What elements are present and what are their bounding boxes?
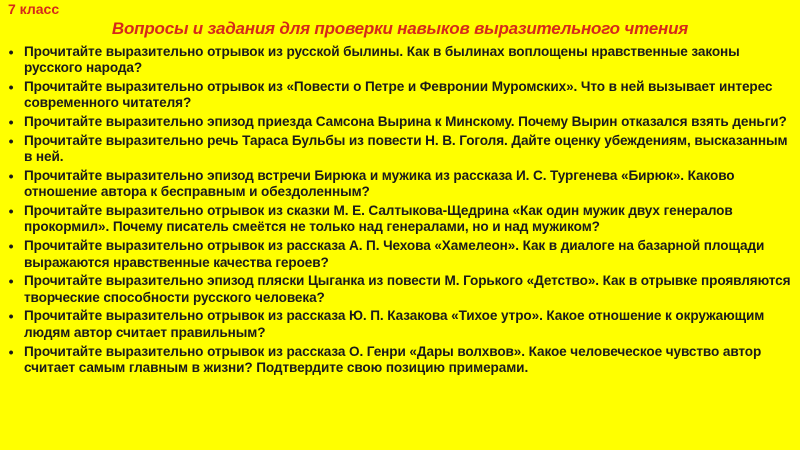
- question-text: Прочитайте выразительно отрывок из рассказа Ю. П. Казакова «Тихое утро». Какое отношение к окружающим людям автор считает правильным?: [24, 308, 765, 340]
- list-item: [5, 44, 795, 77]
- bullet-icon: •: [8, 203, 14, 220]
- bullet-icon: •: [8, 114, 14, 131]
- bullet-icon: •: [8, 44, 14, 60]
- bullet-icon: •: [8, 273, 14, 290]
- bullet-icon: •: [8, 132, 14, 149]
- list-item: [5, 238, 795, 271]
- bullet-icon: •: [8, 343, 14, 360]
- list-item: [5, 308, 795, 341]
- bullet-icon: •: [8, 308, 14, 325]
- question-text: Прочитайте выразительно отрывок из рассказа А. П. Чехова «Хамелеон». Как в диалоге на базарной площади выражаются нравственные качества героев?: [24, 238, 765, 270]
- question-text: Прочитайте выразительно речь Тараса Бульбы из повести Н. В. Гоголя. Дайте оценку убеждениям, высказанным в ней.: [24, 132, 788, 165]
- list-item: [5, 203, 795, 236]
- grade-label: 7 класс: [8, 1, 60, 17]
- question-text: Прочитайте выразительно отрывок из «Повести о Петре и Февронии Муромских». Что в ней вызывает интерес современного читателя?: [24, 79, 773, 111]
- question-text: Прочитайте выразительно эпизод встречи Бирюка и мужика из рассказа И. С. Тургенева «Бирюк». Каково отношение автора к бесправным и обездоленным?: [24, 168, 735, 200]
- question-text: Прочитайте выразительно эпизод приезда Самсона Вырина к Минскому. Почему Вырин отказался взять деньги?: [24, 114, 787, 130]
- questions-list: [5, 44, 795, 379]
- question-text: Прочитайте выразительно отрывок из рассказа О. Генри «Дары волхвов». Какое человеческое чувство автор считает самым главным в жизни? Подтвердите свою позицию примерами.: [24, 343, 762, 375]
- list-item: [5, 79, 795, 112]
- list-item: [5, 168, 795, 201]
- list-item: [5, 133, 795, 166]
- bullet-icon: •: [8, 79, 14, 96]
- question-text: Прочитайте выразительно отрывок из русской былины. Как в былинах воплощены нравственные законы русского народа?: [24, 44, 740, 76]
- list-item: [5, 273, 795, 306]
- question-text: Прочитайте выразительно отрывок из сказки М. Е. Салтыкова-Щедрина «Как один мужик двух генералов прокормил». Почему писатель смеётся не только над генералами, но и над мужиком?: [24, 203, 733, 235]
- bullet-icon: •: [8, 168, 14, 185]
- bullet-icon: •: [8, 238, 14, 255]
- slide-title: Вопросы и задания для проверки навыков выразительного чтения: [111, 19, 689, 38]
- question-text: Прочитайте выразительно эпизод пляски Цыганка из повести М. Горького «Детство». Как в отрывке проявляются творческие способности русского человека?: [24, 273, 791, 305]
- list-item: [5, 344, 795, 377]
- list-item: [5, 114, 795, 130]
